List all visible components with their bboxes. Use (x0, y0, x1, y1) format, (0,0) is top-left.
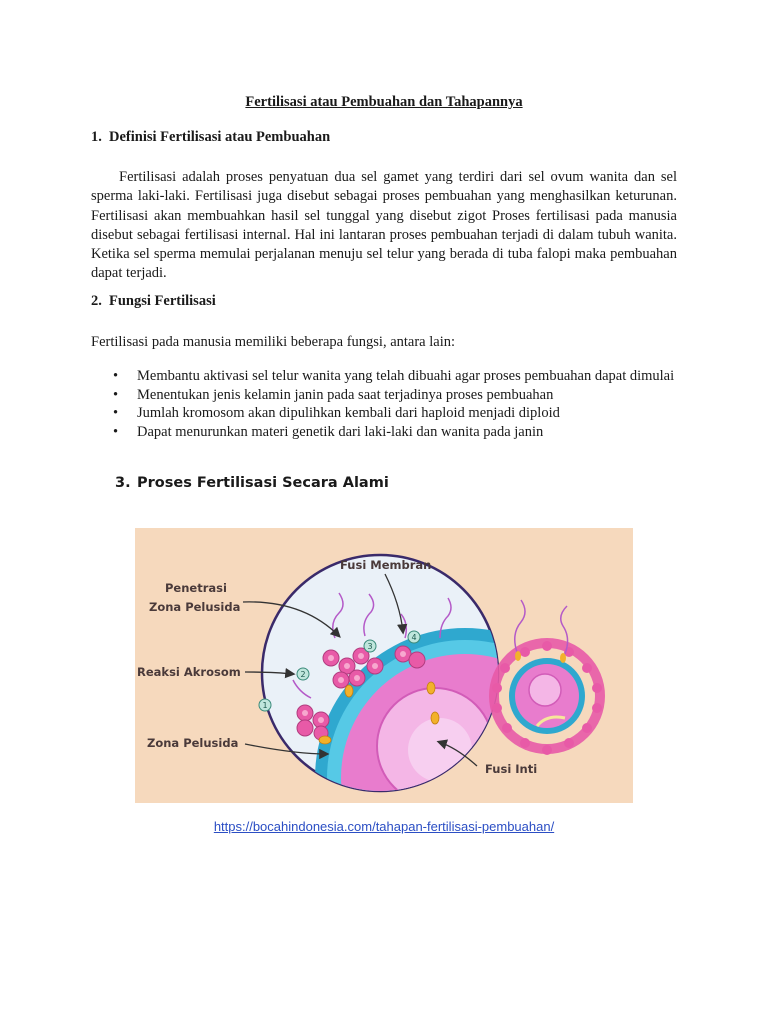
section-1-paragraph-text: Fertilisasi adalah proses penyatuan dua sel gamet yang terdiri dari sel ovum wanita dan sel sperma laki-laki. Fertilisasi juga disebut sebagai proses pembuahan yang menghasilkan keturunan. Fertilisasi akan membuahkan hasil sel tunggal yang disebut zigot Proses fertilisasi pada manusia disebut sebagai fertilisasi internal. Hal ini lantaran proses pembuahan terjadi di dalam tubuh wanita. Ketika sel sperma memulai perjalanan menuju sel telur yang berada di tuba falopi maka pembuahan dapat terjadi. (91, 169, 677, 282)
step-4-label: 4 (411, 633, 417, 642)
label-penetrasi-1: Penetrasi (165, 581, 227, 595)
section-1-heading-text: Definisi Fertilisasi atau Pembuahan (109, 129, 331, 145)
fertilization-diagram (135, 528, 633, 803)
step-1-label: 1 (262, 701, 268, 710)
section-3-heading-text: Proses Fertilisasi Secara Alami (137, 475, 389, 491)
list-item: • Dapat menurunkan materi genetik dari laki-laki dan wanita pada janin (91, 423, 677, 441)
section-2-intro: Fertilisasi pada manusia memiliki beberapa fungsi, antara lain: (91, 334, 456, 350)
section-2-heading-text: Fungsi Fertilisasi (109, 293, 216, 309)
step-3-label: 3 (367, 642, 373, 651)
label-fusi-membran: Fusi Membran (340, 558, 432, 572)
section-1-heading (91, 129, 330, 146)
section-3-heading (115, 475, 389, 491)
section-2-heading (91, 293, 216, 310)
list-item: • Membantu aktivasi sel telur wanita yang telah dibuahi agar proses pembuahan dapat dimulai (91, 367, 677, 385)
section-1-paragraph (91, 168, 677, 284)
list-item: • Menentukan jenis kelamin janin pada saat terjadinya proses pembuahan (91, 386, 677, 404)
diagram-svg (135, 528, 633, 803)
function-list (91, 367, 677, 441)
section-1-number: 1. (91, 129, 102, 145)
section-2-number: 2. (91, 293, 102, 309)
list-item: • Jumlah kromosom akan dipulihkan kembali dari haploid menjadi diploid (91, 404, 677, 422)
label-reaksi-akrosom: Reaksi Akrosom (137, 665, 241, 679)
label-penetrasi-2: Zona Pelusida (149, 600, 241, 614)
section-3-number: 3. (115, 475, 131, 491)
label-zona-pelusida: Zona Pelusida (147, 736, 239, 750)
document-title: Fertilisasi atau Pembuahan dan Tahapannya (245, 94, 523, 110)
label-fusi-inti: Fusi Inti (485, 762, 538, 776)
source-link[interactable]: https://bocahindonesia.com/tahapan-fertilisasi-pembuahan/ (213, 819, 555, 834)
step-2-label: 2 (300, 670, 306, 679)
